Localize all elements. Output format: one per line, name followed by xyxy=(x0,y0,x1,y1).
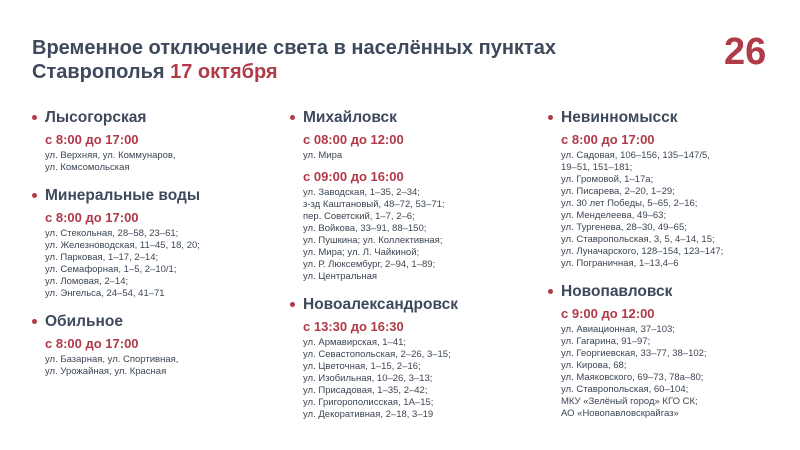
street-line: ул. Ставропольская, 60–104; xyxy=(561,384,689,395)
street-line: ул. Парковая, 1–17, 2–14; xyxy=(45,252,159,263)
street-line: ул. Базарная, ул. Спортивная, xyxy=(45,354,179,365)
outage-period xyxy=(32,335,272,378)
title-date: 17 октября xyxy=(170,61,278,83)
outage-period xyxy=(548,305,788,420)
city-block xyxy=(548,108,788,270)
city-block xyxy=(290,108,530,283)
street-line: ул. Григорополисская, 1А–15; xyxy=(303,397,434,408)
outage-period xyxy=(290,168,530,283)
title-main: Временное отключение света в населённых пунктах Ставрополья xyxy=(32,37,556,83)
outage-period xyxy=(32,209,272,300)
street-line: ул. Р. Люксембург, 2–94, 1–89; xyxy=(303,259,436,270)
city-name: Михайловск xyxy=(290,108,530,128)
city-block xyxy=(32,312,272,378)
outage-time: с 9:00 до 12:00 xyxy=(561,306,655,321)
page-title xyxy=(32,36,592,84)
street-line: ул. Кирова, 68; xyxy=(561,360,627,371)
street-line: ул. Менделеева, 49–63; xyxy=(561,210,667,221)
street-line: ул. Маяковского, 69–73, 78а–80; xyxy=(561,372,704,383)
street-list xyxy=(290,337,530,421)
street-line: ул. Тургенева, 28–30, 49–65; xyxy=(561,222,687,233)
column-3 xyxy=(548,108,788,432)
outage-time: с 8:00 до 17:00 xyxy=(45,210,139,225)
street-line: ул. Заводская, 1–35, 2–34; xyxy=(303,187,420,198)
city-name: Обильное xyxy=(32,312,272,332)
city-name: Лысогорская xyxy=(32,108,272,128)
street-line: ул. Луначарского, 128–154, 123–147; xyxy=(561,246,724,257)
street-line: ул. Авиационная, 37–103; xyxy=(561,324,675,335)
street-line: пер. Советский, 1–7, 2–6; xyxy=(303,211,415,222)
street-line: ул. Декоративная, 2–18, 3–19 xyxy=(303,409,434,420)
street-line: ул. 30 лет Победы, 5–65, 2–16; xyxy=(561,198,698,209)
street-line: ул. Ломовая, 2–14; xyxy=(45,276,129,287)
street-list xyxy=(290,187,530,283)
street-line: ул. Верхняя, ул. Коммунаров, xyxy=(45,150,176,161)
outage-period xyxy=(32,131,272,174)
street-line: АО «Новопавловскрайгаз» xyxy=(561,408,679,419)
city-name: Новоалександровск xyxy=(290,295,530,315)
column-1 xyxy=(32,108,272,390)
outage-time: с 8:00 до 17:00 xyxy=(45,336,139,351)
city-block xyxy=(32,108,272,174)
street-list xyxy=(32,228,272,300)
street-list xyxy=(32,354,272,378)
street-line: ул. Железноводская, 11–45, 18, 20; xyxy=(45,240,200,251)
street-line: 19–51, 151–181; xyxy=(561,162,633,173)
street-line: ул. Войкова, 33–91, 88–150; xyxy=(303,223,427,234)
street-line: ул. Цветочная, 1–15, 2–16; xyxy=(303,361,421,372)
street-line: ул. Писарева, 2–20, 1–29; xyxy=(561,186,675,197)
street-line: ул. Мира xyxy=(303,150,343,161)
city-name: Новопавловск xyxy=(548,282,788,302)
street-line: ул. Урожайная, ул. Красная xyxy=(45,366,167,377)
city-block xyxy=(548,282,788,420)
street-line: ул. Присадовая, 1–35, 2–42; xyxy=(303,385,428,396)
street-line: МКУ «Зелёный город» КГО СК; xyxy=(561,396,698,407)
street-line: ул. Энгельса, 24–54, 41–71 xyxy=(45,288,165,299)
outage-time: с 8:00 до 17:00 xyxy=(45,132,139,147)
street-line: ул. Комсомольская xyxy=(45,162,130,173)
outage-time: с 08:00 до 12:00 xyxy=(303,132,404,147)
street-line: ул. Армавирская, 1–41; xyxy=(303,337,407,348)
street-line: ул. Садовая, 106–156, 135–147/5, xyxy=(561,150,710,161)
outage-time: с 8:00 до 17:00 xyxy=(561,132,655,147)
street-line: ул. Георгиевская, 33–77, 38–102; xyxy=(561,348,707,359)
street-line: з-зд Каштановый, 48–72, 53–71; xyxy=(303,199,445,210)
street-line: ул. Севастопольская, 2–26, 3–15; xyxy=(303,349,451,360)
street-line: ул. Центральная xyxy=(303,271,378,282)
city-block xyxy=(32,186,272,300)
logo-26 xyxy=(724,30,772,70)
street-line: ул. Ставропольская, 3, 5, 4–14, 15; xyxy=(561,234,715,245)
outage-time: с 09:00 до 16:00 xyxy=(303,169,404,184)
logo-text: 26 xyxy=(724,31,767,70)
street-list xyxy=(548,150,788,270)
street-line: ул. Изобильная, 10–26, 3–13; xyxy=(303,373,433,384)
street-line: ул. Семафорная, 1–5, 2–10/1; xyxy=(45,264,177,275)
outage-period xyxy=(548,131,788,270)
city-name: Минеральные воды xyxy=(32,186,272,206)
street-line: ул. Пограничная, 1–13,4–6 xyxy=(561,258,679,269)
city-block xyxy=(290,295,530,421)
outage-period xyxy=(290,131,530,162)
outage-time: с 13:30 до 16:30 xyxy=(303,319,404,334)
street-line: ул. Пушкина; ул. Коллективная; xyxy=(303,235,443,246)
street-line: ул. Громовой, 1–17а; xyxy=(561,174,654,185)
outage-period xyxy=(290,318,530,421)
street-line: ул. Гагарина, 91–97; xyxy=(561,336,651,347)
street-list xyxy=(548,324,788,420)
street-list xyxy=(290,150,530,162)
street-line: ул. Стекольная, 28–58, 23–61; xyxy=(45,228,179,239)
city-name: Невинномысск xyxy=(548,108,788,128)
street-list xyxy=(32,150,272,174)
column-2 xyxy=(290,108,530,433)
street-line: ул. Мира; ул. Л. Чайкиной; xyxy=(303,247,420,258)
